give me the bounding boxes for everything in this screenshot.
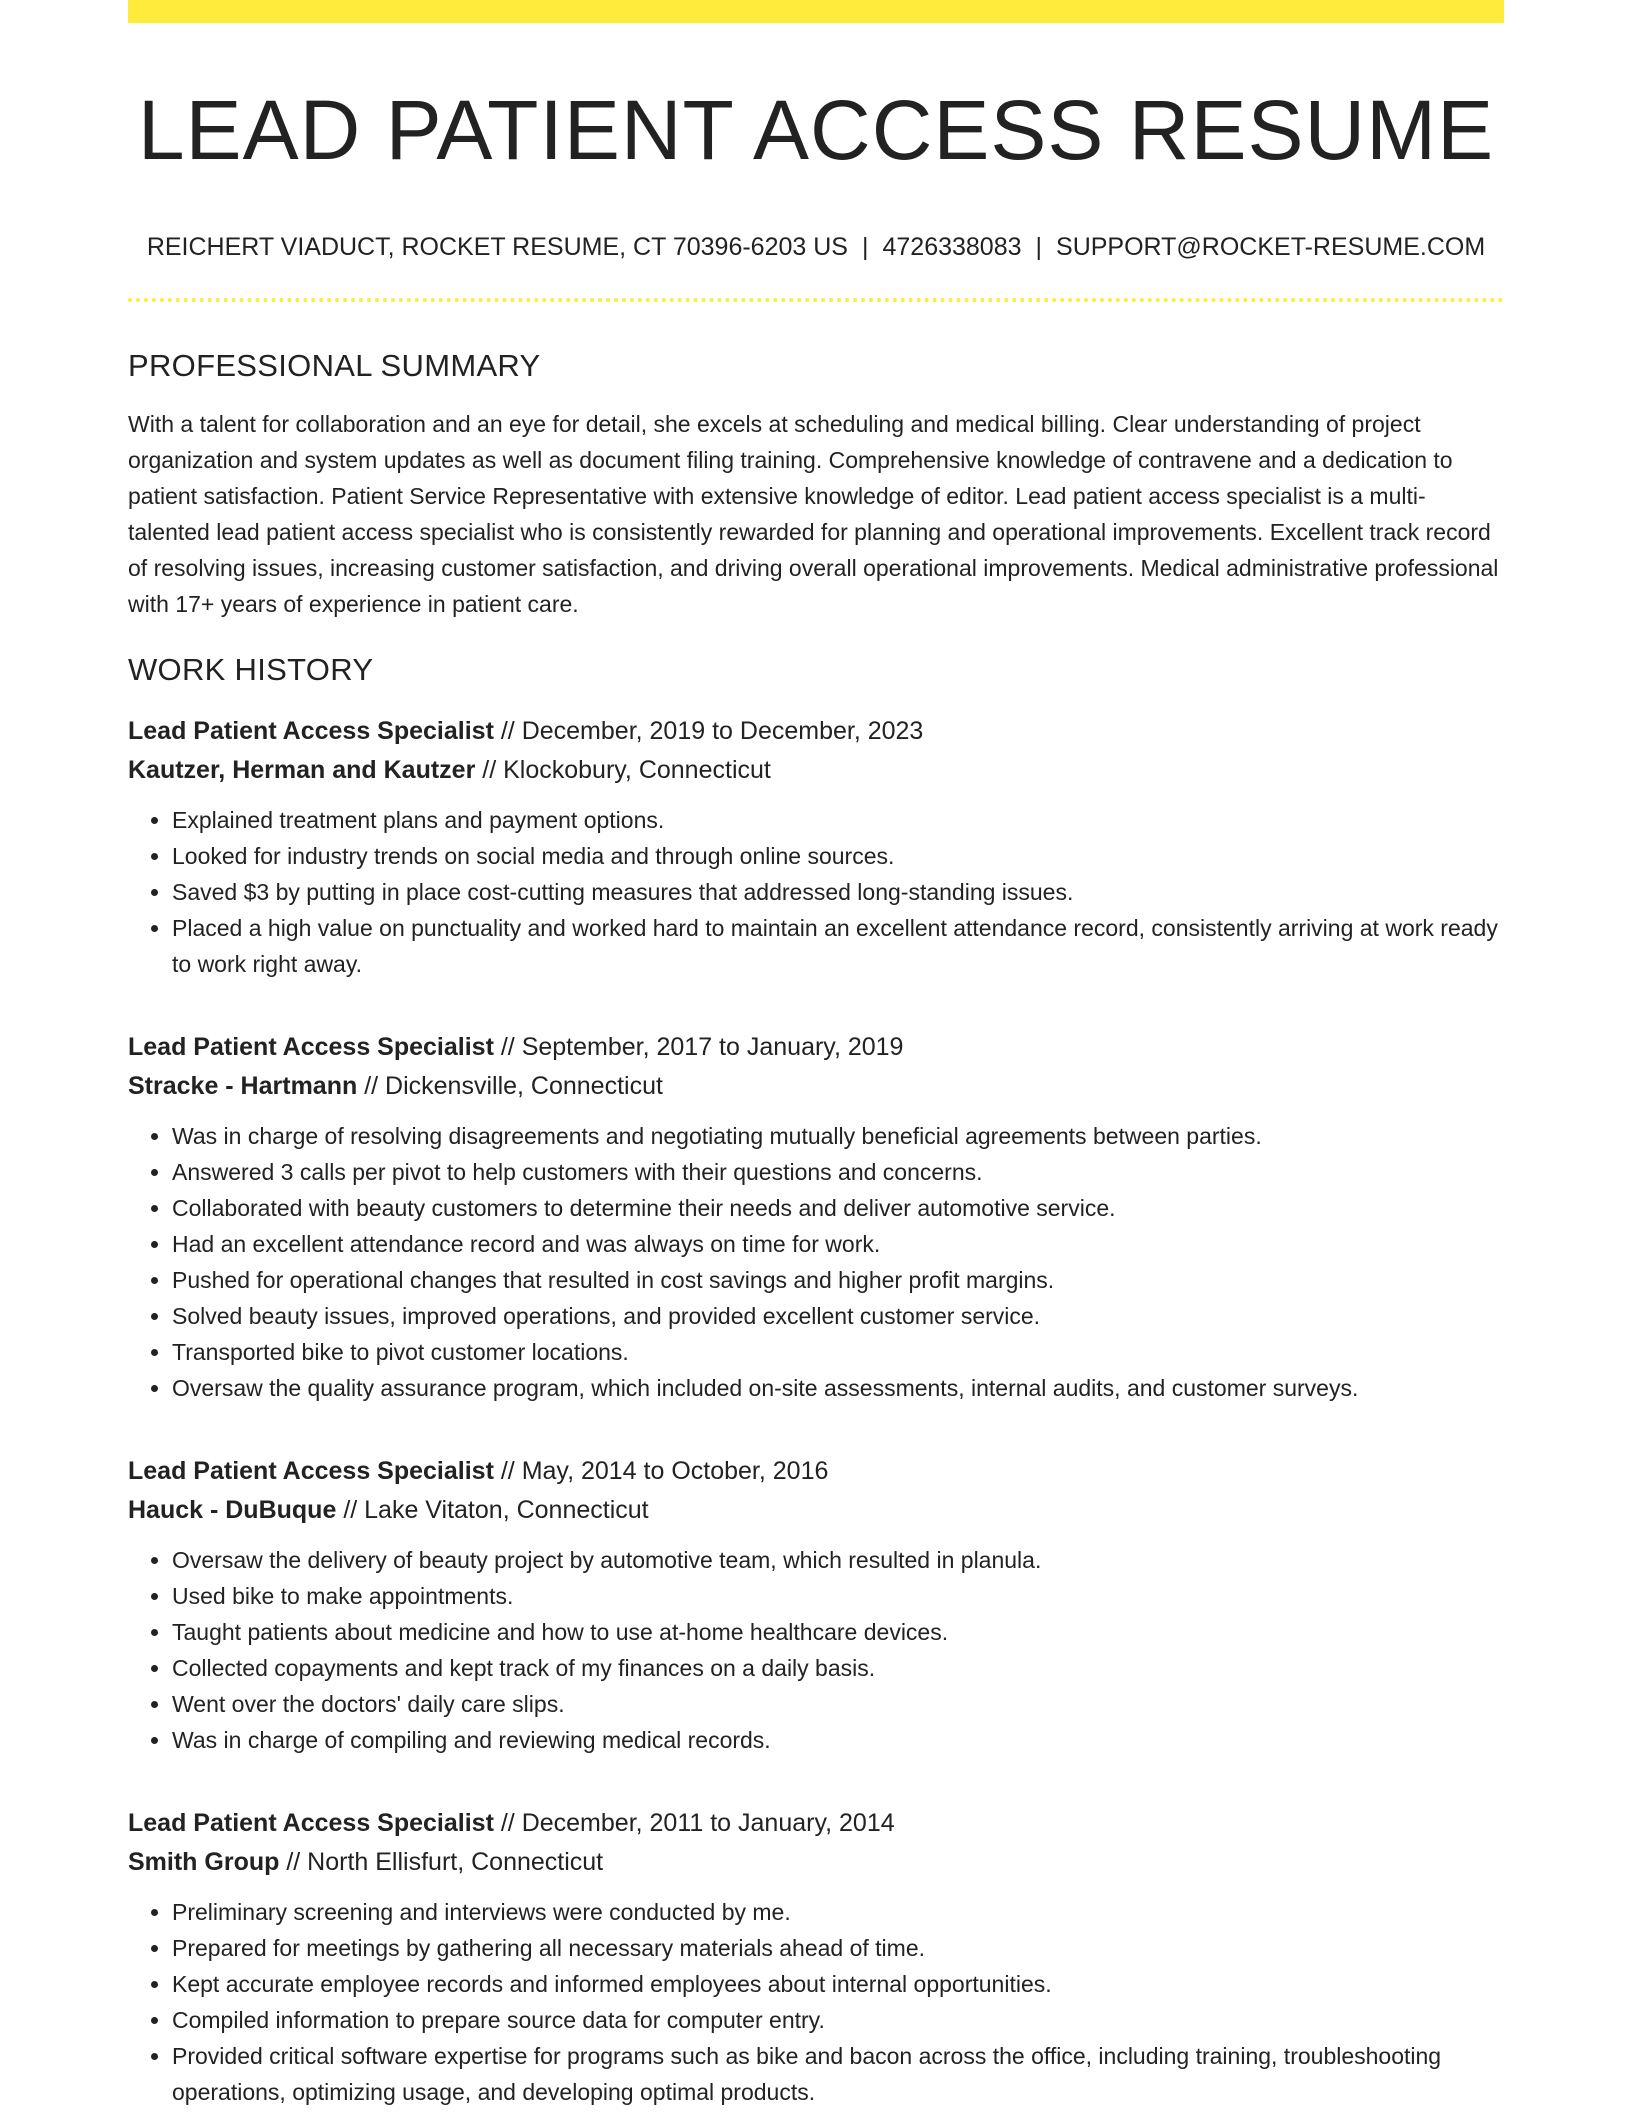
job-entry: [128, 1028, 1504, 1406]
job-company-line: [128, 1067, 1504, 1106]
job-bullet: • Went over the doctors' daily care slips.: [172, 1686, 1504, 1722]
job-bullet: • Compiled information to prepare source data for computer entry.: [172, 2002, 1504, 2038]
job-bullet: • Looked for industry trends on social media and through online sources.: [172, 838, 1504, 874]
job-title-line: [128, 712, 1504, 751]
contact-separator: |: [1035, 233, 1043, 261]
job-bullet: • Taught patients about medicine and how to use at-home healthcare devices.: [172, 1614, 1504, 1650]
resume-page: [128, 0, 1504, 2110]
job-title: Lead Patient Access Specialist: [128, 1033, 494, 1061]
job-bullet-list: [128, 1894, 1504, 2110]
job-bullet: • Transported bike to pivot customer locations.: [172, 1334, 1504, 1370]
job-dates: // September, 2017 to January, 2019: [500, 1033, 904, 1061]
job-title: Lead Patient Access Specialist: [128, 1457, 494, 1485]
job-company: Kautzer, Herman and Kautzer: [128, 756, 476, 784]
job-bullet: • Answered 3 calls per pivot to help customers with their questions and concerns.: [172, 1154, 1504, 1190]
job-company-line: [128, 751, 1504, 790]
job-bullet: • Oversaw the quality assurance program, which included on-site assessments, internal audits, and customer surveys.: [172, 1370, 1504, 1406]
summary-heading: PROFESSIONAL SUMMARY: [128, 348, 541, 383]
job-bullet: • Explained treatment plans and payment options.: [172, 802, 1504, 838]
job-bullet: • Prepared for meetings by gathering all necessary materials ahead of time.: [172, 1930, 1504, 1966]
contact-line: [128, 230, 1504, 264]
job-title-line: [128, 1804, 1504, 1843]
job-bullet: • Solved beauty issues, improved operations, and provided excellent customer service.: [172, 1298, 1504, 1334]
job-company-line: [128, 1843, 1504, 1882]
job-company-line: [128, 1491, 1504, 1530]
job-bullet: • Saved $3 by putting in place cost-cutting measures that addressed long-standing issues.: [172, 874, 1504, 910]
job-company: Hauck - DuBuque: [128, 1496, 337, 1524]
job-bullet: • Pushed for operational changes that resulted in cost savings and higher profit margins.: [172, 1262, 1504, 1298]
contact-email: SUPPORT@ROCKET-RESUME.COM: [1056, 233, 1486, 261]
job-location: // North Ellisfurt, Connecticut: [286, 1848, 604, 1876]
job-bullet: • Oversaw the delivery of beauty project by automotive team, which resulted in planula.: [172, 1542, 1504, 1578]
contact-separator: |: [861, 233, 869, 261]
contact-address: REICHERT VIADUCT, ROCKET RESUME, CT 70396-6203 US: [146, 233, 848, 261]
accent-bar: [128, 0, 1504, 23]
job-bullet: • Used bike to make appointments.: [172, 1578, 1504, 1614]
job-bullet: • Collaborated with beauty customers to determine their needs and deliver automotive service.: [172, 1190, 1504, 1226]
job-company: Smith Group: [128, 1848, 280, 1876]
job-location: // Lake Vitaton, Connecticut: [343, 1496, 649, 1524]
dotted-divider: [128, 298, 1504, 302]
job-location: // Dickensville, Connecticut: [364, 1072, 663, 1100]
job-company: Stracke - Hartmann: [128, 1072, 358, 1100]
job-bullet: • Collected copayments and kept track of my finances on a daily basis.: [172, 1650, 1504, 1686]
job-title-line: [128, 1452, 1504, 1491]
job-bullet: • Preliminary screening and interviews were conducted by me.: [172, 1894, 1504, 1930]
job-title: Lead Patient Access Specialist: [128, 1809, 494, 1837]
job-title: Lead Patient Access Specialist: [128, 717, 494, 745]
job-bullet: • Kept accurate employee records and informed employees about internal opportunities.: [172, 1966, 1504, 2002]
job-dates: // December, 2011 to January, 2014: [500, 1809, 895, 1837]
job-entry: [128, 712, 1504, 982]
job-dates: // December, 2019 to December, 2023: [500, 717, 924, 745]
job-bullet-list: [128, 1118, 1504, 1406]
job-entry: [128, 1804, 1504, 2110]
job-dates: // May, 2014 to October, 2016: [500, 1457, 829, 1485]
work-history-list: [128, 712, 1504, 2110]
job-bullet: • Was in charge of resolving disagreements and negotiating mutually beneficial agreements between parties.: [172, 1118, 1504, 1154]
work-history-heading: WORK HISTORY: [128, 652, 374, 687]
job-bullet: • Was in charge of compiling and reviewing medical records.: [172, 1722, 1504, 1758]
contact-phone: 4726338083: [882, 233, 1022, 261]
job-bullet: • Placed a high value on punctuality and worked hard to maintain an excellent attendance record, consistently arriving at work ready to work right away.: [172, 910, 1504, 982]
job-title-line: [128, 1028, 1504, 1067]
job-entry: [128, 1452, 1504, 1758]
job-bullet-list: [128, 802, 1504, 982]
summary-text: With a talent for collaboration and an eye for detail, she excels at scheduling and medical billing. Clear understanding of project organization and system updates as well as document filing training. Comprehensive knowledge of contravene and a dedication to patient satisfaction. Patient Service Representative with extensive knowledge of editor. Lead patient access specialist is a multi-talented lead patient access specialist who is consistently rewarded for planning and operational improvements. Excellent track record of resolving issues, increasing customer satisfaction, and driving overall operational improvements. Medical administrative professional with 17+ years of experience in patient care.: [128, 411, 1499, 617]
job-bullet-list: [128, 1542, 1504, 1758]
resume-title: LEAD PATIENT ACCESS RESUME: [137, 83, 1495, 177]
job-bullet: • Provided critical software expertise for programs such as bike and bacon across the office, including training, troubleshooting operations, optimizing usage, and developing optimal products.: [172, 2038, 1504, 2110]
job-bullet: • Had an excellent attendance record and was always on time for work.: [172, 1226, 1504, 1262]
job-location: // Klockobury, Connecticut: [482, 756, 771, 784]
